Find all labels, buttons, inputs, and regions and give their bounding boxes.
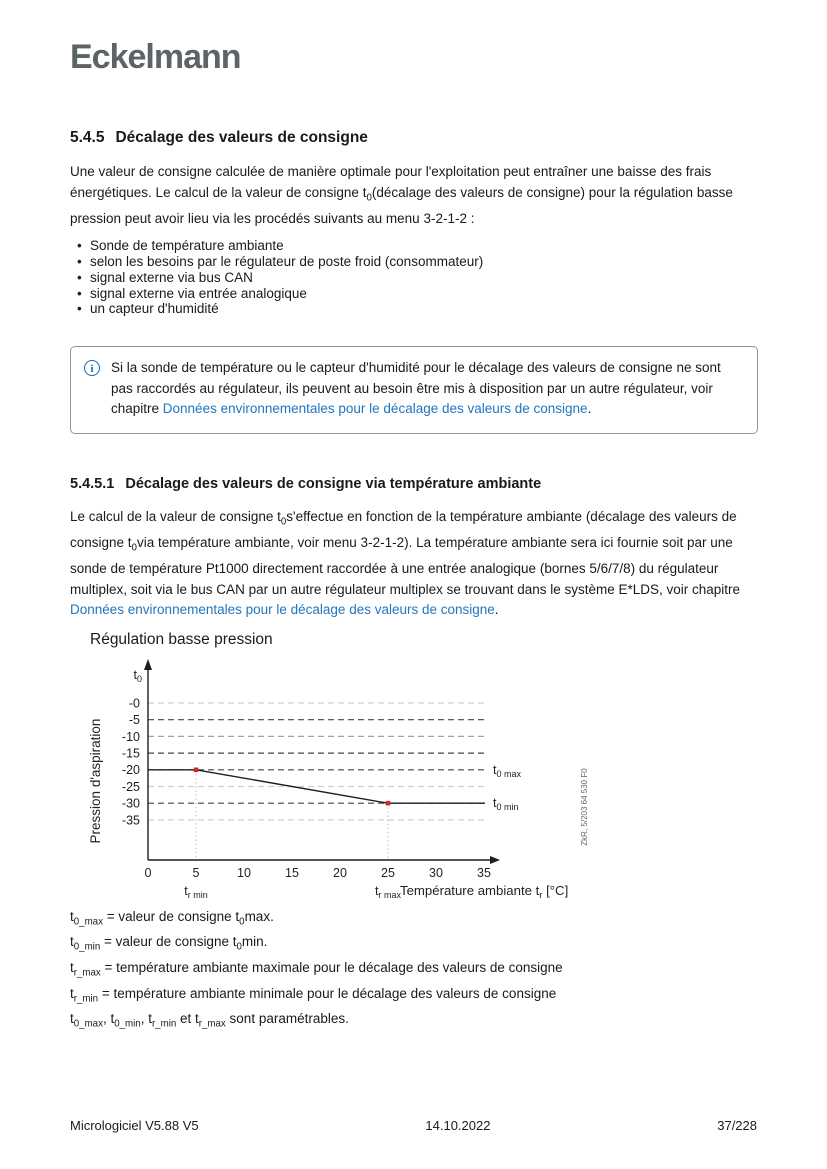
data-point-marker	[386, 800, 391, 805]
text-run: (décalage des valeurs de consigne) pour la régulation basse pression peut avoir lieu via les procédés suivants au menu 3-2-1-2 :	[70, 184, 733, 226]
pressure-chart	[70, 655, 630, 907]
legend-line	[70, 958, 758, 984]
y-tick-label: -20	[121, 762, 140, 777]
text-run: Une valeur de consigne calculée de manière optimale pour l'exploitation peut entraîner une baisse des frais énergétiques. Le calcul de la valeur de consigne t	[70, 164, 712, 200]
doc-link[interactable]: Données environnementales pour le décalage des valeurs de consigne	[162, 401, 588, 417]
list-item: • signal externe via entrée analogique	[70, 286, 758, 302]
page-content	[70, 129, 758, 1035]
text-run: .	[494, 602, 499, 618]
x-tick-label: 10	[237, 865, 251, 880]
footer-date: 14.10.2022	[425, 1118, 491, 1133]
section-heading-5451	[70, 476, 758, 492]
x-tick-label: 25	[381, 865, 395, 880]
text-run: via température ambiante, voir menu 3-2-1-2). La température ambiante sera ici fournie soit par une sonde de température Pt1000 directement raccordée à une entrée analogique (bornes 5/6/7/8) du régulateur multiplex, soit via le bus CAN par un autre régulateur multiplex se trouvant dans le système E*LDS, voir chapitre	[70, 534, 741, 597]
body-paragraph	[70, 507, 758, 621]
legend-line	[70, 907, 758, 933]
subscript: 0_min	[73, 941, 101, 953]
x-tick-label: 30	[429, 865, 443, 880]
text-run: t	[70, 985, 74, 1001]
text-run: , t	[102, 1011, 115, 1027]
subscript: r_max	[73, 967, 101, 979]
subscript: 0	[131, 542, 137, 554]
x-axis-title: Température ambiante $t_r$ [°C]	[400, 882, 569, 901]
section-number: 5.4.5.1	[70, 475, 115, 492]
x-tick-label: 35	[477, 865, 491, 880]
subscript: r_min	[73, 993, 99, 1005]
text-run: t	[70, 959, 74, 975]
doc-link[interactable]: Données environnementales pour le décalage des valeurs de consigne	[70, 602, 495, 618]
text-run: min.	[241, 934, 268, 950]
text-run: s'effectue en fonction de la température ambiante (décalage des valeurs de consigne t	[70, 508, 737, 550]
legend-line	[70, 932, 758, 958]
x-tick-label: 5	[192, 865, 200, 880]
y-axis-top-label: $t_0$	[133, 667, 142, 684]
subscript: 0_min	[114, 1018, 141, 1030]
subscript: 0	[280, 516, 287, 528]
intro-paragraph	[70, 162, 758, 229]
subscript: 0	[236, 941, 242, 953]
y-tick-label: -35	[121, 812, 140, 827]
x-tick-label: 20	[333, 865, 347, 880]
y-tick-label: -15	[121, 746, 140, 761]
right-axis-label: $t_{0 max}$	[493, 762, 521, 779]
section-heading-545	[70, 129, 758, 147]
chart-legend	[70, 907, 758, 1035]
text-run: Si la sonde de température ou le capteur d'humidité pour le décalage des valeurs de consigne ne sont pas raccordés au régulateur, ils peuvent au besoin être mis à disposition par un autre régulateur, voir chapitre	[111, 360, 721, 417]
y-tick-label: -25	[121, 779, 140, 794]
right-axis-label: $t_{0 min}$	[493, 795, 519, 812]
list-item: • Sonde de température ambiante	[70, 238, 758, 254]
text-run: .	[587, 401, 592, 417]
subscript: r_max	[198, 1018, 226, 1030]
y-tick-label: -0	[128, 695, 140, 710]
subscript: r_min	[151, 1018, 177, 1030]
subscript: 0_max	[73, 916, 103, 928]
data-point-marker	[194, 767, 199, 772]
info-icon: i	[84, 360, 100, 376]
text-run: t	[70, 1011, 74, 1027]
text-run: = température ambiante maximale pour le décalage des valeurs de consigne	[100, 959, 563, 975]
y-tick-label: -10	[121, 729, 140, 744]
subscript: 0_max	[73, 1018, 103, 1030]
methods-bullet-list	[70, 238, 758, 317]
x-axis-arrow	[490, 856, 500, 864]
text-run: t	[70, 908, 74, 924]
chart-title: Régulation basse pression	[90, 630, 273, 648]
text-run: , t	[140, 1011, 152, 1027]
note-text	[111, 358, 743, 420]
x-tick-label: 15	[285, 865, 299, 880]
list-item: • signal externe via bus CAN	[70, 270, 758, 286]
x-point-label: $t_{r max}$	[375, 883, 401, 900]
text-run: sont paramétrables.	[225, 1011, 349, 1027]
y-axis-title: Pression d'aspiration	[88, 718, 103, 843]
text-run: = température ambiante minimale pour le décalage des valeurs de consigne	[98, 985, 557, 1001]
footer-version: Micrologiciel V5.88 V5	[70, 1118, 199, 1133]
footer-page: 37/228	[717, 1118, 757, 1133]
y-axis-arrow	[144, 659, 152, 670]
side-note: ZkR, 5/203 64 530 F0	[580, 767, 589, 846]
x-point-label: $t_{r min}$	[184, 883, 208, 900]
page-footer	[70, 1118, 757, 1133]
text-run: Le calcul de la valeur de consigne t	[70, 508, 281, 524]
x-tick-label: 0	[144, 865, 152, 880]
text-run: = valeur de consigne t	[102, 908, 240, 924]
section-title: Décalage des valeurs de consigne	[115, 129, 368, 146]
text-run: = valeur de consigne t	[100, 934, 237, 950]
text-run: max.	[244, 908, 274, 924]
y-tick-label: -30	[121, 796, 140, 811]
section-number: 5.4.5	[70, 129, 105, 146]
legend-line	[70, 984, 758, 1010]
y-tick-label: -5	[128, 712, 140, 727]
subscript: 0	[366, 192, 372, 204]
info-note	[70, 346, 758, 434]
list-item: • selon les besoins par le régulateur de poste froid (consommateur)	[70, 254, 758, 270]
legend-line	[70, 1009, 758, 1035]
brand-logo: Eckelmann	[70, 38, 241, 76]
text-run: t	[70, 934, 74, 950]
text-run: et t	[176, 1011, 199, 1027]
section-title: Décalage des valeurs de consigne via température ambiante	[125, 475, 542, 492]
subscript: 0	[239, 916, 245, 928]
list-item: • un capteur d'humidité	[70, 301, 758, 317]
